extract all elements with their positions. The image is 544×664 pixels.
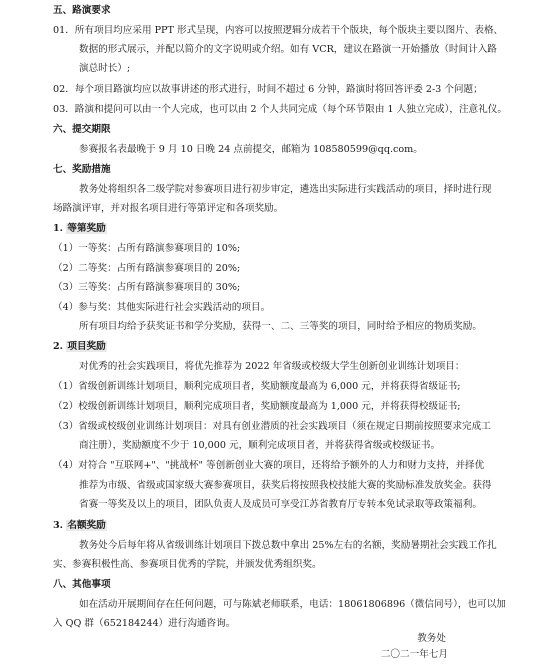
sec7-intro-line2: 场路演评审，并对报名项目进行等第评定和各项奖励。 bbox=[53, 203, 284, 214]
sec5-item1-line1: 01．所有项目均应采用 PPT 形式呈现，内容可以按照逻辑分成若干个版块，每个版块主要以图片、表格、 bbox=[53, 25, 504, 36]
award-item-1: （1）一等奖：占所有路演参赛项目的 10%; bbox=[53, 243, 241, 254]
subsection-1-heading bbox=[53, 220, 107, 238]
subsection-2-title: 项目奖励 bbox=[67, 341, 106, 352]
project-award-2: （2）校级创新训练计划项目，顺利完成项目者，奖励额度最高为 1,000 元，并将获得校级证书; bbox=[53, 401, 461, 412]
signature-date: 二〇二一年七月 bbox=[380, 649, 448, 660]
section-7-heading: 七、奖励措施 bbox=[53, 164, 111, 175]
project-award-1: （1）省级创新训练计划项目，顺利完成项目者，奖励额度最高为 6,000 元，并将获得省级证书; bbox=[53, 381, 461, 392]
award-item-2: （2）二等奖：占所有路演参赛项目的 20%; bbox=[53, 263, 241, 274]
award-item-4: （4）参与奖：其他实际进行社会实践活动的项目。 bbox=[53, 302, 271, 313]
sec8-body-line1: 如在活动开展期间存在任何问题，可与陈斌老师联系，电话：18061806896（微信同号），也可以加 bbox=[79, 599, 506, 610]
sec8-body-line2: 入 QQ 群（652184244）进行沟通咨询。 bbox=[53, 618, 236, 629]
section-5-heading: 五、路演要求 bbox=[53, 5, 111, 16]
sec6-body: 参赛报名表最晚于 9 月 10 日晚 24 点前提交，邮箱为 108580599@qq.com。 bbox=[79, 144, 423, 155]
project-award-intro: 对优秀的社会实践项目，将优先推荐为 2022 年省级或校级大学生创新创业训练计划项目： bbox=[79, 361, 465, 372]
subsection-2-heading bbox=[53, 338, 107, 356]
sec5-item3: 03．路演和提问可以由一个人完成，也可以由 2 个人共同完成（每个环节限由 1 人独立完成），注意礼仪。 bbox=[53, 104, 507, 115]
quota-award-line1: 教务处今后每年将从省级训练计划项目下拨总数中拿出 25%左右的名额，奖励暑期社会实践工作扎 bbox=[79, 540, 497, 551]
award-note: 所有项目均给予获奖证书和学分奖励，获得一、二、三等奖的项目，同时给予相应的物质奖励。 bbox=[79, 321, 482, 332]
subsection-1-title: 等第奖励 bbox=[67, 223, 106, 234]
quota-award-line2: 实、参赛积极性高、参赛项目优秀的学院，并颁发优秀组织奖。 bbox=[53, 559, 322, 570]
sec5-item2: 02．每个项目路演均应以故事讲述的形式进行，时间不超过 6 分钟，路演时将回答评委 2-3 个问题； bbox=[53, 84, 483, 95]
project-award-3-line1: （3）省级或校级创业训练计划项目：对具有创业潜质的社会实践项目（须在规定日期前按照要求完成工 bbox=[53, 421, 491, 432]
project-award-4-line3: 省赛一等奖及以上的项目，团队负责人及成员可享受江苏省教育厅专转本免试录取等政策福利。 bbox=[79, 499, 482, 510]
sec5-item1-line2: 数据的形式展示，并配以简介的文字说明或介绍。如有 VCR，建议在路演一开始播放（时间计入路 bbox=[79, 44, 497, 55]
subsection-3-number: 3. bbox=[53, 520, 64, 531]
subsection-1-number: 1. bbox=[53, 223, 64, 234]
signature-org: 教务处 bbox=[417, 633, 446, 644]
project-award-4-line2: 推荐为市级、省级或国家级大赛参赛项目，获奖后将按照我校技能大赛的奖励标准发放奖金。获得 bbox=[79, 480, 492, 491]
section-6-heading: 六、提交期限 bbox=[53, 124, 111, 135]
section-8-heading: 八、其他事项 bbox=[53, 579, 111, 590]
award-item-3: （3）三等奖：占所有路演参赛项目的 30%; bbox=[53, 282, 241, 293]
sec7-intro-line1: 教务处将组织各二级学院对参赛项目进行初步审定，遴选出实际进行实践活动的项目，择时进行现 bbox=[79, 184, 492, 195]
project-award-4-line1: （4）对符合 "互联网+"、"挑战杯" 等创新创业大赛的项目，还将给予额外的人力和财力支持，并择优 bbox=[53, 460, 485, 471]
subsection-3-heading bbox=[53, 517, 107, 535]
project-award-3-line2: 商注册），奖励额度不少于 10,000 元，顺利完成项目者，并将获得省级或校级证书。 bbox=[79, 440, 441, 451]
subsection-2-number: 2. bbox=[53, 341, 64, 352]
subsection-3-title: 名额奖励 bbox=[67, 520, 106, 531]
sec5-item1-line3: 演总时长）; bbox=[79, 63, 131, 74]
